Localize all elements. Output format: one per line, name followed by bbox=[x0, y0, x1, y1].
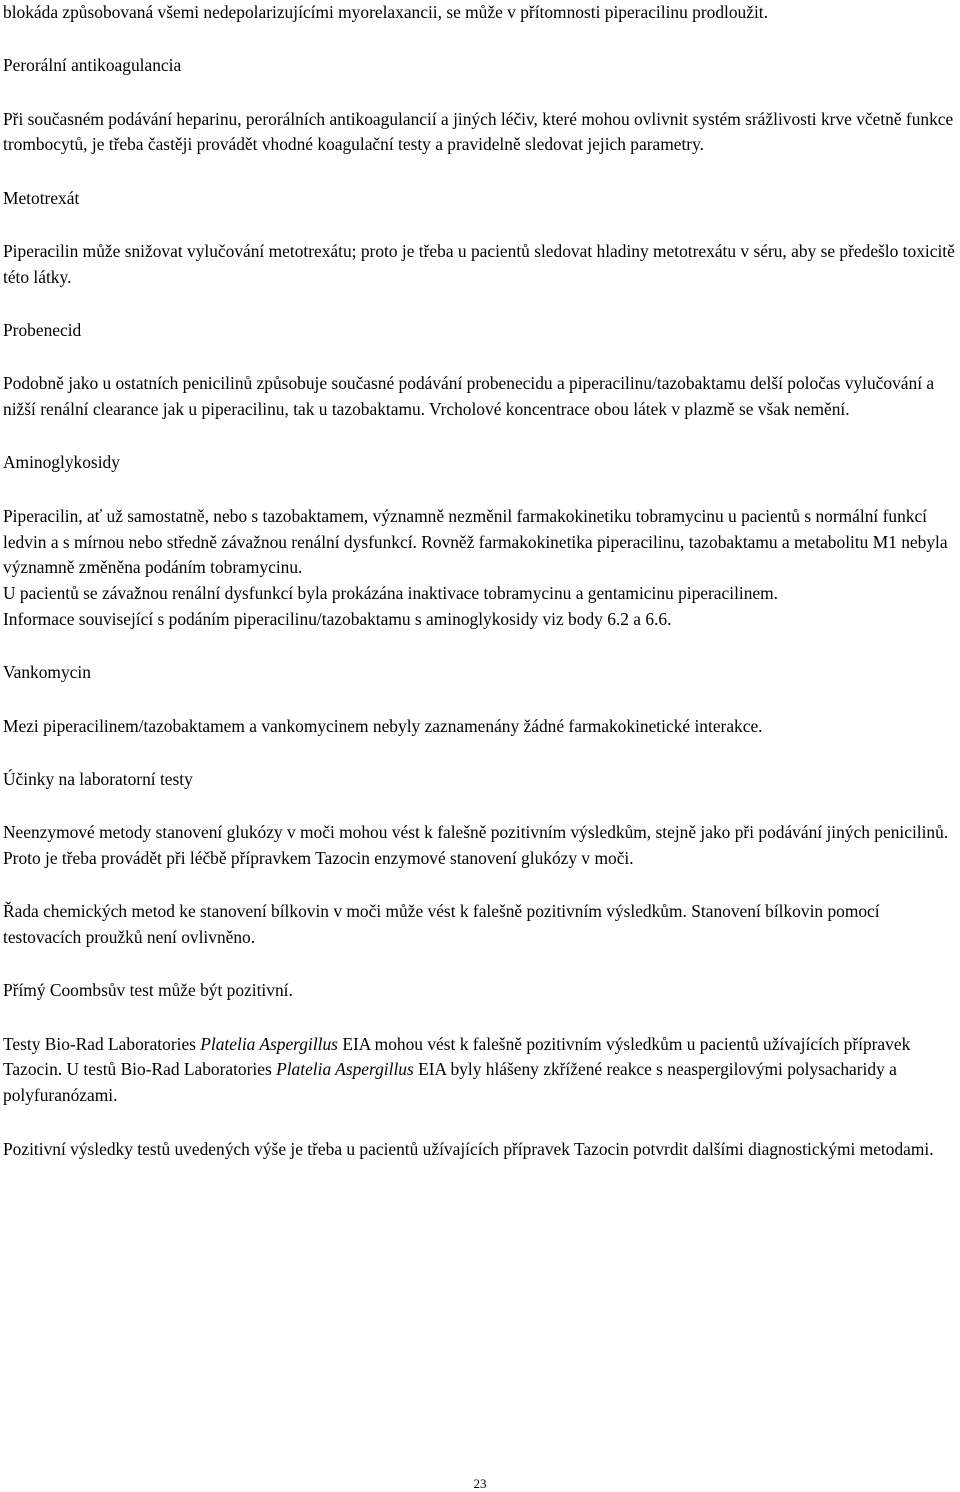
aspergillus-text-2: EIA mohou vést k falešně pozitivním výsledkům u pacientů užívajících přípravek Tazocin. U testů Bio-Rad Laboratories bbox=[3, 1033, 911, 1080]
aspergillus-product-name-1: Platelia Aspergillus bbox=[200, 1033, 338, 1054]
paragraph-methotrexate: Piperacilin může snižovat vylučování metotrexátu; proto je třeba u pacientů sledovat hladiny metotrexátu v séru, aby se předešlo toxicitě této látky. bbox=[3, 240, 955, 287]
paragraph-lab-glucose: Neenzymové metody stanovení glukózy v moči mohou vést k falešně pozitivním výsledkům, stejně jako při podávání jiných penicilinů. Proto je třeba provádět při léčbě přípravkem Tazocin enzymové stanovení glukózy v moči. bbox=[3, 822, 949, 868]
paragraph-lab-protein: Řada chemických metod ke stanovení bílkovin v moči může vést k falešně pozitivním výsledkům. Stanovení bílkovin pomocí testovacích proužků není ovlivněno. bbox=[3, 901, 880, 948]
aspergillus-text-3: EIA byly hlášeny zkřížené reakce s neaspergilovými polysacharidy a polyfuranózami. bbox=[3, 1059, 897, 1106]
paragraph-aminoglycosides-3: Informace související s podáním piperacilinu/tazobaktamu s aminoglykosidy viz body 6.2 a 6.6. bbox=[3, 608, 672, 629]
paragraph-probenecid: Podobně jako u ostatních penicilinů způsobuje současné podávání probenecidu a piperacilinu/tazobaktamu delší poločas vylučování a nižší renální clearance jak u piperacilinu, tak u tazobaktamu. Vrcholové koncentrace obou látek v plazmě se však nemění. bbox=[3, 373, 935, 420]
paragraph-lab-coombs: Přímý Coombsův test může být pozitivní. bbox=[3, 980, 293, 1001]
paragraph-aminoglycosides-1: Piperacilin, ať už samostatně, nebo s tazobaktamem, významně nezměnil farmakokinetiku tobramycinu u pacientů s normální funkcí ledvin a s mírnou nebo středně závažnou renální dysfunkcí. Rovněž farmakokinetika piperacilinu, tazobaktamu a metabolitu M1 nebyla významně změněna podáním tobramycinu. bbox=[3, 505, 948, 578]
aspergillus-text-1: Testy Bio-Rad Laboratories bbox=[3, 1033, 201, 1054]
heading-vancomycin: Vankomycin bbox=[3, 662, 91, 683]
intro-paragraph: blokáda způsobovaná všemi nedepolarizujícími myorelaxancii, se může v přítomnosti piperacilinu prodloužit. bbox=[3, 2, 768, 22]
paragraph-anticoagulants: Při současném podávání heparinu, perorálních antikoagulancií a jiných léčiv, které mohou ovlivnit systém srážlivosti krve včetně funkce trombocytů, je třeba častěji provádět vhodné koagulační testy a pravidelně sledovat jejich parametry. bbox=[3, 108, 954, 155]
heading-aminoglycosides: Aminoglykosidy bbox=[3, 452, 120, 473]
heading-lab-tests: Účinky na laboratorní testy bbox=[3, 768, 193, 789]
aspergillus-product-name-2: Platelia Aspergillus bbox=[276, 1059, 414, 1080]
paragraph-vancomycin: Mezi piperacilinem/tazobaktamem a vankomycinem nebyly zaznamenány žádné farmakokinetické interakce. bbox=[3, 715, 763, 736]
paragraph-lab-confirmation: Pozitivní výsledky testů uvedených výše je třeba u pacientů užívajících přípravek Tazocin potvrdit dalšími diagnostickými metodami. bbox=[3, 1138, 934, 1159]
page-number: 23 bbox=[473, 1476, 487, 1491]
paragraph-aminoglycosides-2: U pacientů se závažnou renální dysfunkcí byla prokázána inaktivace tobramycinu a gentamicinu piperacilinem. bbox=[3, 583, 779, 604]
heading-anticoagulants: Perorální antikoagulancia bbox=[3, 55, 182, 76]
document-page bbox=[3, 0, 958, 1162]
paragraph-lab-aspergillus bbox=[3, 1032, 958, 1109]
heading-methotrexate: Metotrexát bbox=[3, 187, 80, 208]
heading-probenecid: Probenecid bbox=[3, 320, 82, 341]
